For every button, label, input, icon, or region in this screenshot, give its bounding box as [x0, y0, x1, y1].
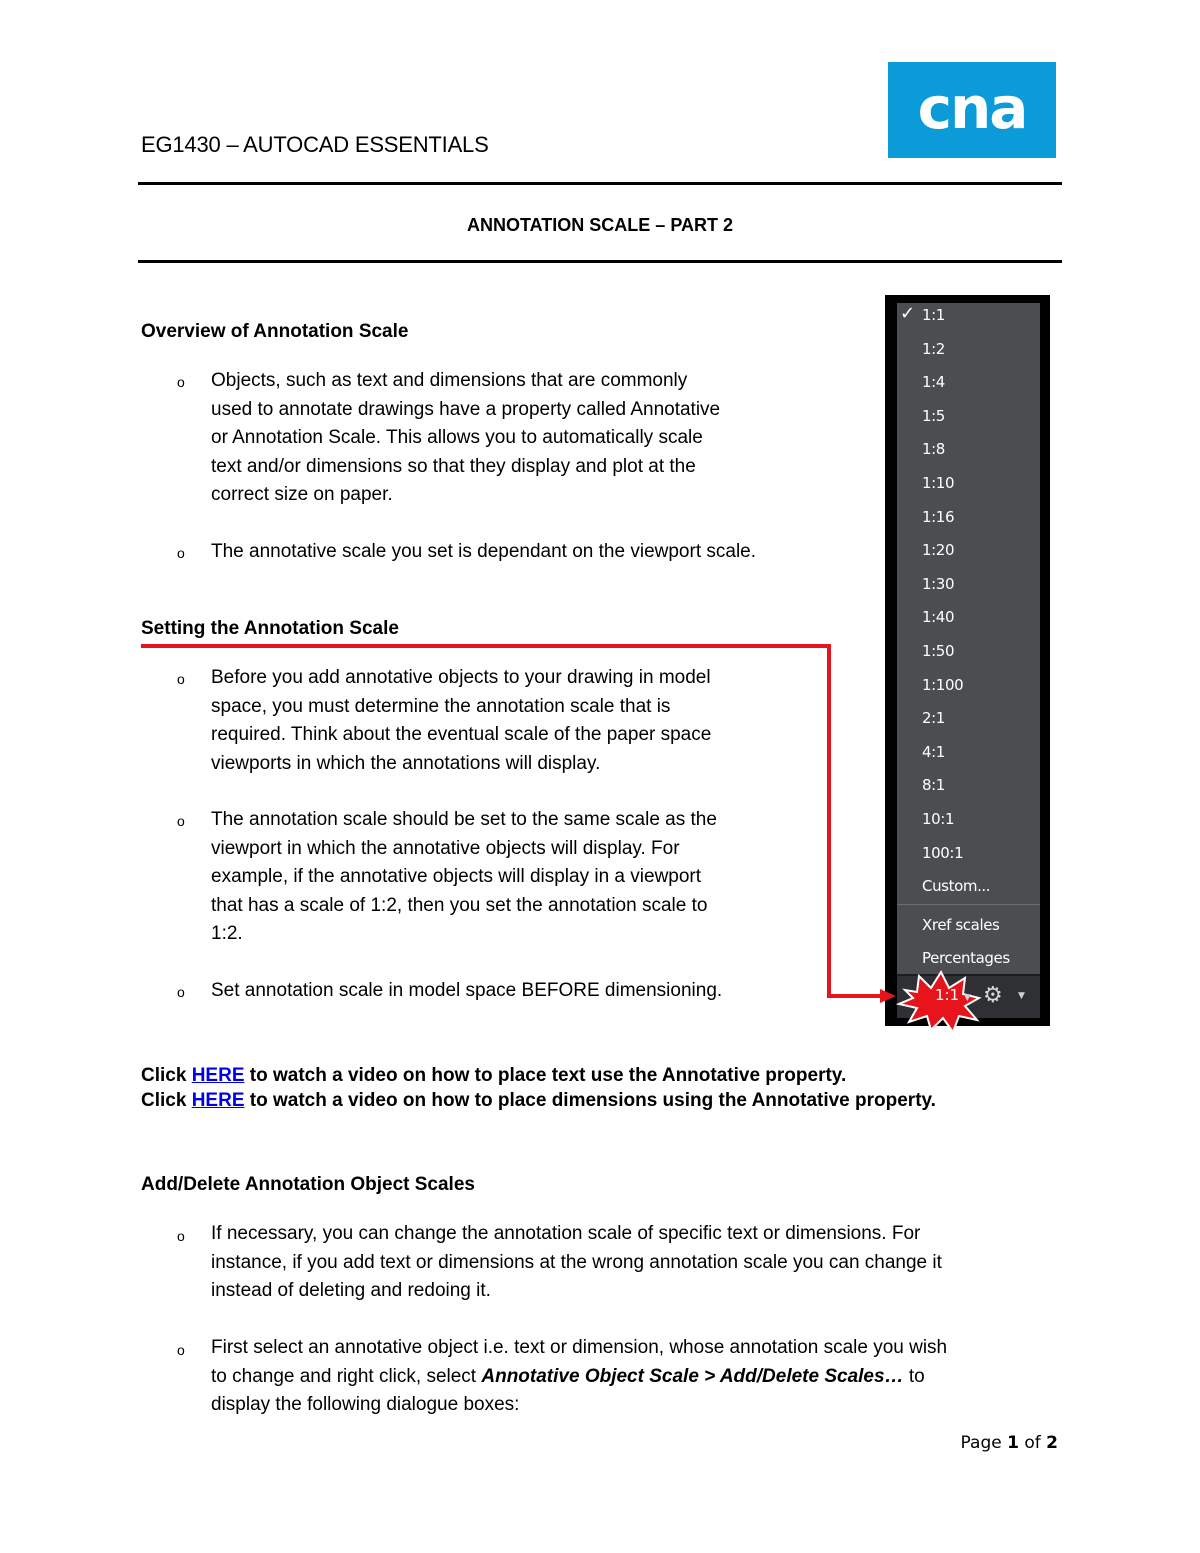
text-line: example, if the annotative objects will display in a viewport: [211, 866, 702, 887]
menu-path-emphasis: Annotative Object Scale > Add/Delete Scales…: [481, 1365, 904, 1387]
menu-item-scale[interactable]: 1:100: [922, 675, 964, 694]
menu-item-scale[interactable]: 1:4: [922, 373, 945, 392]
bullet-marker: o: [177, 671, 185, 687]
menu-item-scale[interactable]: 1:8: [922, 440, 945, 459]
click-prefix: Click: [141, 1065, 192, 1086]
bullet-marker: o: [177, 545, 185, 561]
menu-item-scale[interactable]: 4:1: [922, 742, 945, 761]
menu-item-scale[interactable]: 1:40: [922, 608, 955, 627]
course-title: EG1430 – AUTOCAD ESSENTIALS: [141, 132, 489, 157]
menu-item-scale[interactable]: 1:10: [922, 474, 955, 492]
text-fragment: to: [903, 1365, 925, 1387]
overview-heading: Overview of Annotation Scale: [141, 321, 409, 342]
menu-item-scale[interactable]: 2:1: [922, 709, 945, 728]
page-prefix: Page: [960, 1433, 1008, 1453]
text-line: The annotative scale you set is dependant on the viewport scale.: [211, 541, 757, 562]
text-line: space, you must determine the annotation scale that is: [211, 695, 671, 717]
here-link-text-video[interactable]: HERE: [191, 1065, 245, 1086]
page-current: 1: [1007, 1433, 1019, 1453]
page-of: of: [1018, 1433, 1047, 1453]
text-line: Before you add annotative objects to your drawing in model: [211, 667, 711, 688]
page-total: 2: [1046, 1433, 1058, 1453]
menu-item-scale[interactable]: 1:50: [922, 642, 955, 660]
add-delete-heading: Add/Delete Annotation Object Scales: [141, 1174, 475, 1195]
menu-divider: [897, 904, 1040, 905]
menu-item-scale[interactable]: 8:1: [922, 776, 945, 795]
bullet-marker: o: [177, 1342, 185, 1358]
menu-item-scale[interactable]: 1:30: [922, 574, 955, 593]
link-suffix: to watch a video on how to place text use the Annotative property.: [244, 1065, 847, 1086]
text-line: instance, if you add text or dimensions at the wrong annotation scale you can change it: [211, 1251, 942, 1273]
here-link-dimensions-video[interactable]: HERE: [191, 1090, 245, 1111]
text-line: Set annotation scale in model space BEFORE dimensioning.: [211, 980, 723, 1001]
logo-text: cna: [917, 74, 1027, 142]
menu-item-xref-scales[interactable]: Xref scales: [922, 916, 1000, 934]
setting-heading: Setting the Annotation Scale: [141, 618, 399, 639]
text-fragment: to change and right click, select: [211, 1365, 482, 1387]
page-number: [961, 1433, 1058, 1453]
text-line: or Annotation Scale. This allows you to automatically scale: [211, 427, 703, 448]
text-line: viewport in which the annotative objects will display. For: [211, 837, 680, 859]
link-suffix: to watch a video on how to place dimensions using the Annotative property.: [244, 1090, 936, 1111]
bullet-marker: o: [177, 984, 185, 1000]
text-line: viewports in which the annotations will display.: [211, 752, 601, 774]
video-link-line-dimensions: [141, 1090, 936, 1112]
menu-item-scale[interactable]: 1:20: [922, 541, 955, 560]
text-line: used to annotate drawings have a property called Annotative: [211, 398, 721, 420]
menu-item-scale[interactable]: 100:1: [922, 843, 964, 862]
chevron-down-icon: ▼: [963, 993, 971, 1003]
title-rule: [138, 260, 1062, 263]
pointer-arrow: [138, 640, 918, 1010]
check-icon: ✓: [900, 303, 916, 324]
menu-item-scale[interactable]: 1:1: [922, 306, 945, 324]
scale-menu: [897, 303, 1040, 974]
overview-bullet-1: [211, 367, 720, 510]
text-line: text and/or dimensions so that they display and plot at the: [211, 455, 696, 477]
add-delete-bullet-2: [211, 1334, 947, 1420]
menu-item-scale[interactable]: 1:16: [922, 507, 955, 526]
text-line: instead of deleting and redoing it.: [211, 1280, 491, 1301]
text-line: Objects, such as text and dimensions that are commonly: [211, 370, 688, 391]
menu-item-scale[interactable]: 1:5: [922, 406, 945, 425]
text-line: correct size on paper.: [211, 484, 393, 505]
cna-logo: [888, 62, 1056, 158]
add-delete-bullet-1: [211, 1220, 942, 1306]
text-line: 1:2.: [211, 923, 243, 944]
bullet-marker: o: [177, 374, 185, 390]
gear-icon[interactable]: ⚙: [983, 983, 1003, 1008]
chevron-down-icon[interactable]: ▼: [1018, 991, 1025, 1001]
text-line: required. Think about the eventual scale of the paper space: [211, 724, 712, 745]
bullet-marker: o: [177, 813, 185, 829]
overview-bullet-2: [211, 538, 756, 567]
annotation-scale-button[interactable]: [935, 986, 971, 1004]
bullet-marker: o: [177, 1228, 185, 1244]
menu-item-scale[interactable]: Custom...: [922, 877, 991, 896]
menu-item-scale[interactable]: 10:1: [922, 810, 955, 828]
document-title: ANNOTATION SCALE – PART 2: [466, 215, 733, 235]
text-line: The annotation scale should be set to the same scale as the: [211, 809, 717, 830]
click-prefix: Click: [141, 1090, 192, 1111]
text-line: that has a scale of 1:2, then you set the annotation scale to: [211, 894, 708, 916]
text-line: First select an annotative object i.e. text or dimension, whose annotation scale you wish: [211, 1337, 948, 1358]
text-line: display the following dialogue boxes:: [211, 1394, 520, 1415]
video-link-line-text: [141, 1065, 846, 1087]
menu-item-scale[interactable]: 1:2: [922, 339, 945, 358]
scale-value: 1:1: [935, 986, 960, 1004]
header-rule: [138, 182, 1062, 185]
text-line: If necessary, you can change the annotation scale of specific text or dimensions. For: [211, 1223, 921, 1244]
menu-item-percentages[interactable]: Percentages: [922, 949, 1010, 967]
text-line: [211, 1363, 947, 1392]
